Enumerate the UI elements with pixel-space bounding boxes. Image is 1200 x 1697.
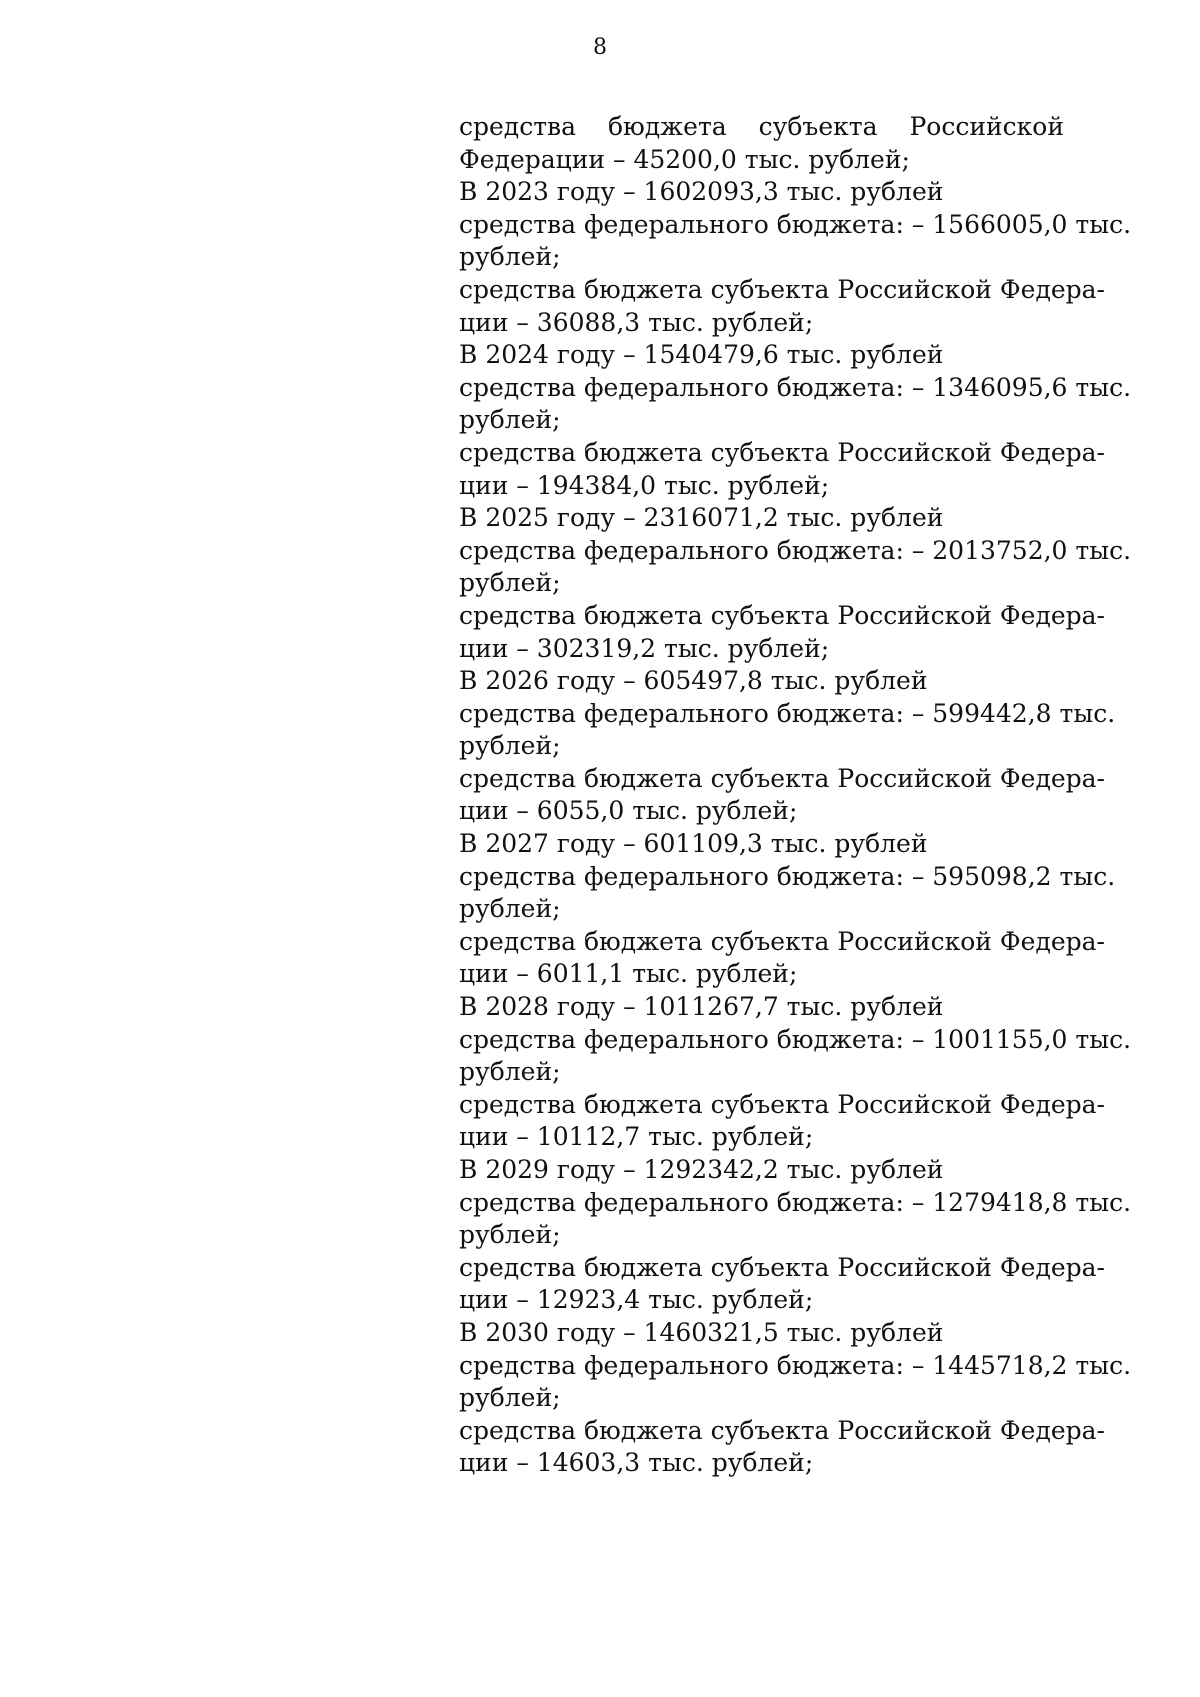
regional-budget-line: средства бюджета субъекта Российской Федера- [459, 1089, 1105, 1119]
text-line: ции – 302319,2 тыс. рублей; [459, 633, 830, 663]
text-line: рублей; [459, 731, 561, 761]
text-line: ции – 14603,3 тыс. рублей; [459, 1448, 814, 1478]
text-line: рублей; [459, 1057, 561, 1087]
regional-budget-line: средства бюджета субъекта Российской Федера- [459, 437, 1105, 467]
federal-budget-line: средства федерального бюджета: – 1445718,2 тыс. [459, 1350, 1132, 1380]
text-line: ции – 36088,3 тыс. рублей; [459, 307, 814, 337]
year-total-line: В 2029 году – 1292342,2 тыс. рублей [459, 1155, 944, 1184]
year-total-line: В 2023 году – 1602093,3 тыс. рублей [459, 177, 944, 207]
federal-budget-line: средства федерального бюджета: – 1566005,0 тыс. [459, 209, 1132, 239]
text-line: ции – 194384,0 тыс. рублей; [459, 470, 830, 500]
text-line: рублей; [459, 568, 561, 598]
year-total-line: В 2030 году – 1460321,5 тыс. рублей [459, 1317, 944, 1347]
text-line: ции – 6011,1 тыс. рублей; [459, 959, 798, 989]
text-line: рублей; [459, 1220, 561, 1250]
year-total-line: В 2027 году – 601109,3 тыс. рублей [459, 829, 928, 859]
year-total-line: В 2026 году – 605497,8 тыс. рублей [459, 666, 928, 696]
page-number: 8 [593, 35, 607, 60]
text-line: рублей; [459, 1383, 561, 1413]
text-line: ции – 6055,0 тыс. рублей; [459, 796, 798, 826]
federal-budget-line: средства федерального бюджета: – 599442,8 тыс. [459, 698, 1116, 728]
text-line: ции – 10112,7 тыс. рублей; [459, 1122, 814, 1152]
text-line: средства бюджета субъекта Российской [459, 112, 1064, 141]
text-line: рублей; [459, 405, 561, 435]
federal-budget-line: средства федерального бюджета: – 1001155,0 тыс. [459, 1024, 1132, 1054]
federal-budget-line: средства федерального бюджета: – 2013752,0 тыс. [459, 535, 1132, 565]
year-total-line: В 2025 году – 2316071,2 тыс. рублей [459, 503, 944, 533]
year-total-line: В 2028 году – 1011267,7 тыс. рублей [459, 992, 944, 1022]
text-line: рублей; [459, 242, 561, 272]
text-line: ции – 12923,4 тыс. рублей; [459, 1285, 814, 1315]
federal-budget-line: средства федерального бюджета: – 1279418,8 тыс. [459, 1187, 1132, 1217]
regional-budget-line: средства бюджета субъекта Российской Федера- [459, 1252, 1105, 1282]
regional-budget-line: средства бюджета субъекта Российской Федера- [459, 926, 1105, 956]
year-total-line: В 2024 году – 1540479,6 тыс. рублей [459, 340, 944, 370]
text-line: рублей; [459, 894, 561, 924]
federal-budget-line: средства федерального бюджета: – 595098,2 тыс. [459, 861, 1116, 891]
regional-budget-line: средства бюджета субъекта Российской Федера- [459, 763, 1105, 793]
regional-budget-line: средства бюджета субъекта Российской Федера- [459, 600, 1105, 630]
regional-budget-line: средства бюджета субъекта Российской Федера- [459, 1415, 1105, 1445]
funding-text-block [459, 111, 1132, 1480]
regional-budget-line: средства бюджета субъекта Российской Федера- [459, 274, 1105, 304]
text-line: Федерации – 45200,0 тыс. рублей; [459, 144, 910, 174]
federal-budget-line: средства федерального бюджета: – 1346095,6 тыс. [459, 372, 1132, 402]
